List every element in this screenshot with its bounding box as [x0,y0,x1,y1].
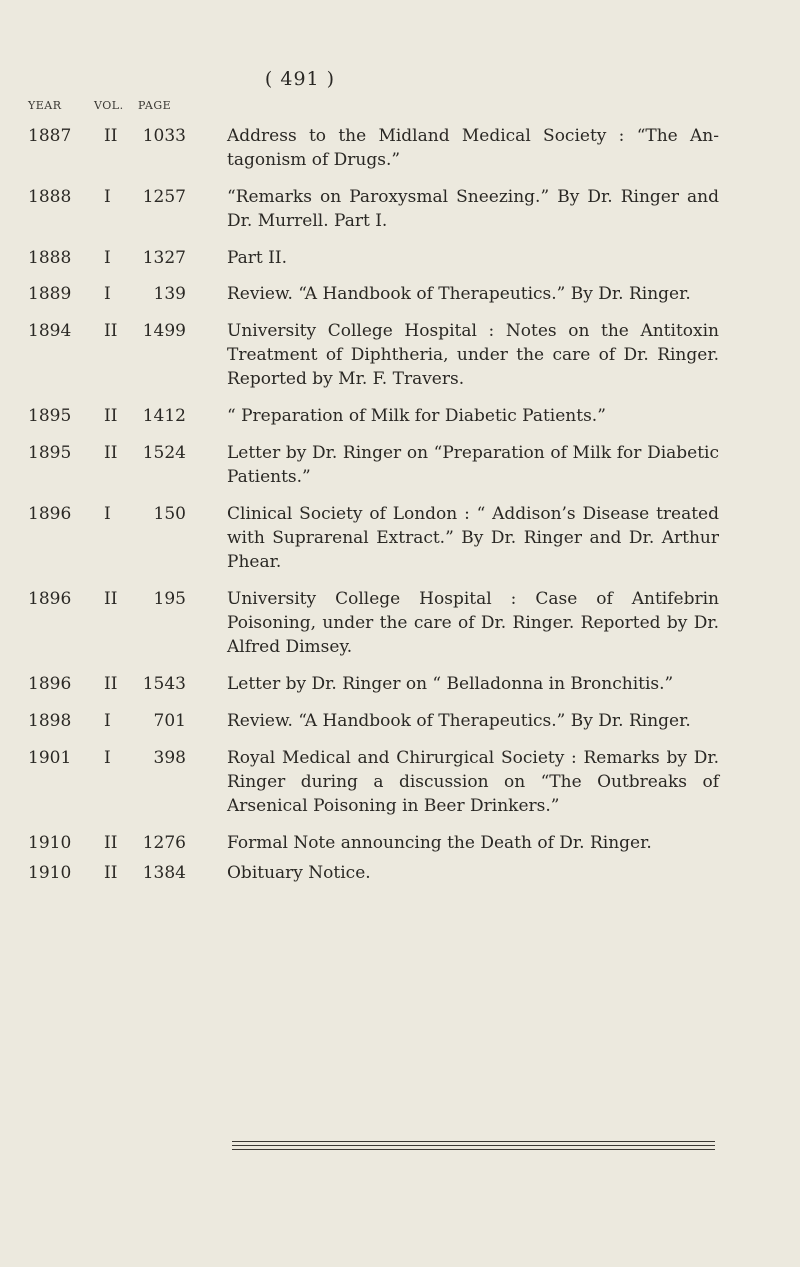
entry-volume: II [104,406,118,426]
year-column-header: YEAR [28,99,62,112]
entry-volume: I [104,187,111,207]
entry-volume: II [104,321,118,341]
entry-year: 1896 [28,589,72,609]
list-item [28,861,788,885]
entry-volume: II [104,833,118,853]
list-item [28,319,788,391]
list-item [28,502,788,574]
entry-page: 139 [153,284,186,304]
entry-page: 398 [153,748,186,768]
entry-volume: I [104,711,111,731]
list-item [28,831,788,855]
list-item [28,185,788,233]
entry-page: 1327 [142,248,186,268]
entry-description: Royal Medical and Chirurgical Society : Remarks by Dr. Ringer during a discussion on “The Outbreaks of Arsenical Poisoning in Beer Drinkers.” [227,748,719,816]
entry-year: 1889 [28,284,72,304]
list-item [28,124,788,172]
entry-year: 1894 [28,321,72,341]
entry-year: 1901 [28,748,72,768]
entry-volume: II [104,589,118,609]
closing-rules [232,1141,715,1153]
entry-description: “Remarks on Paroxysmal Sneezing.” By Dr. Ringer and Dr. Murrell. Part I. [227,187,719,231]
entry-description: Clinical Society of London : “ Addison’s Disease treated with Suprarenal Extract.” By Dr. Ringer and Dr. Arthur Phear. [227,504,719,572]
list-item [28,441,788,489]
entry-description: Formal Note announcing the Death of Dr. Ringer. [227,833,652,853]
entry-page: 1543 [142,674,186,694]
divider [232,1145,715,1146]
divider [232,1149,715,1150]
entry-year: 1895 [28,443,72,463]
entry-page: 1276 [142,833,186,853]
entry-volume: II [104,126,118,146]
entry-description: Letter by Dr. Ringer on “Preparation of Milk for Diabetic Patients.” [227,443,719,487]
entry-year: 1910 [28,833,72,853]
entry-description: “ Preparation of Milk for Diabetic Patients.” [227,406,606,426]
entry-year: 1896 [28,674,72,694]
entry-page: 1033 [142,126,186,146]
entry-year: 1910 [28,863,72,883]
entry-volume: I [104,748,111,768]
entry-year: 1888 [28,248,72,268]
entry-volume: II [104,863,118,883]
entry-page: 1384 [142,863,186,883]
entry-description: Obituary Notice. [227,863,371,883]
entry-description: University College Hospital : Case of Antifebrin Poisoning, under the care of Dr. Ringer. Reported by Dr. Alfred Dimsey. [227,589,719,657]
entry-page: 1524 [142,443,186,463]
entry-volume: I [104,248,111,268]
page-number: ( 491 ) [264,68,336,90]
entry-volume: II [104,443,118,463]
entry-year: 1896 [28,504,72,524]
entry-description: University College Hospital : Notes on the Antitoxin Treatment of Diphtheria, under the care of Dr. Ringer. Reported by Mr. F. Travers. [227,321,719,389]
entry-volume: I [104,284,111,304]
list-item [28,746,788,818]
entry-description: Review. “A Handbook of Therapeutics.” By Dr. Ringer. [227,284,691,304]
volume-column-header: VOL. [94,99,124,112]
list-item [28,282,788,306]
entry-volume: II [104,674,118,694]
entry-page: 1499 [142,321,186,341]
entry-description: Part II. [227,248,288,268]
entry-volume: I [104,504,111,524]
list-item [28,672,788,696]
list-item [28,404,788,428]
entry-year: 1887 [28,126,72,146]
entry-page: 1257 [142,187,186,207]
entry-page: 195 [153,589,186,609]
page-column-header: PAGE [138,99,172,112]
list-item [28,709,788,733]
entry-year: 1898 [28,711,72,731]
entry-description: Address to the Midland Medical Society : “The An- tagonism of Drugs.” [227,126,719,170]
entry-description: Review. “A Handbook of Therapeutics.” By Dr. Ringer. [227,711,691,731]
entry-page: 701 [153,711,186,731]
entry-year: 1895 [28,406,72,426]
entry-description: Letter by Dr. Ringer on “ Belladonna in Bronchitis.” [227,674,674,694]
entry-page: 1412 [142,406,186,426]
bibliography-list [28,124,788,885]
list-item [28,587,788,659]
list-item [28,246,788,270]
entry-year: 1888 [28,187,72,207]
entry-page: 150 [153,504,186,524]
divider [232,1141,715,1142]
